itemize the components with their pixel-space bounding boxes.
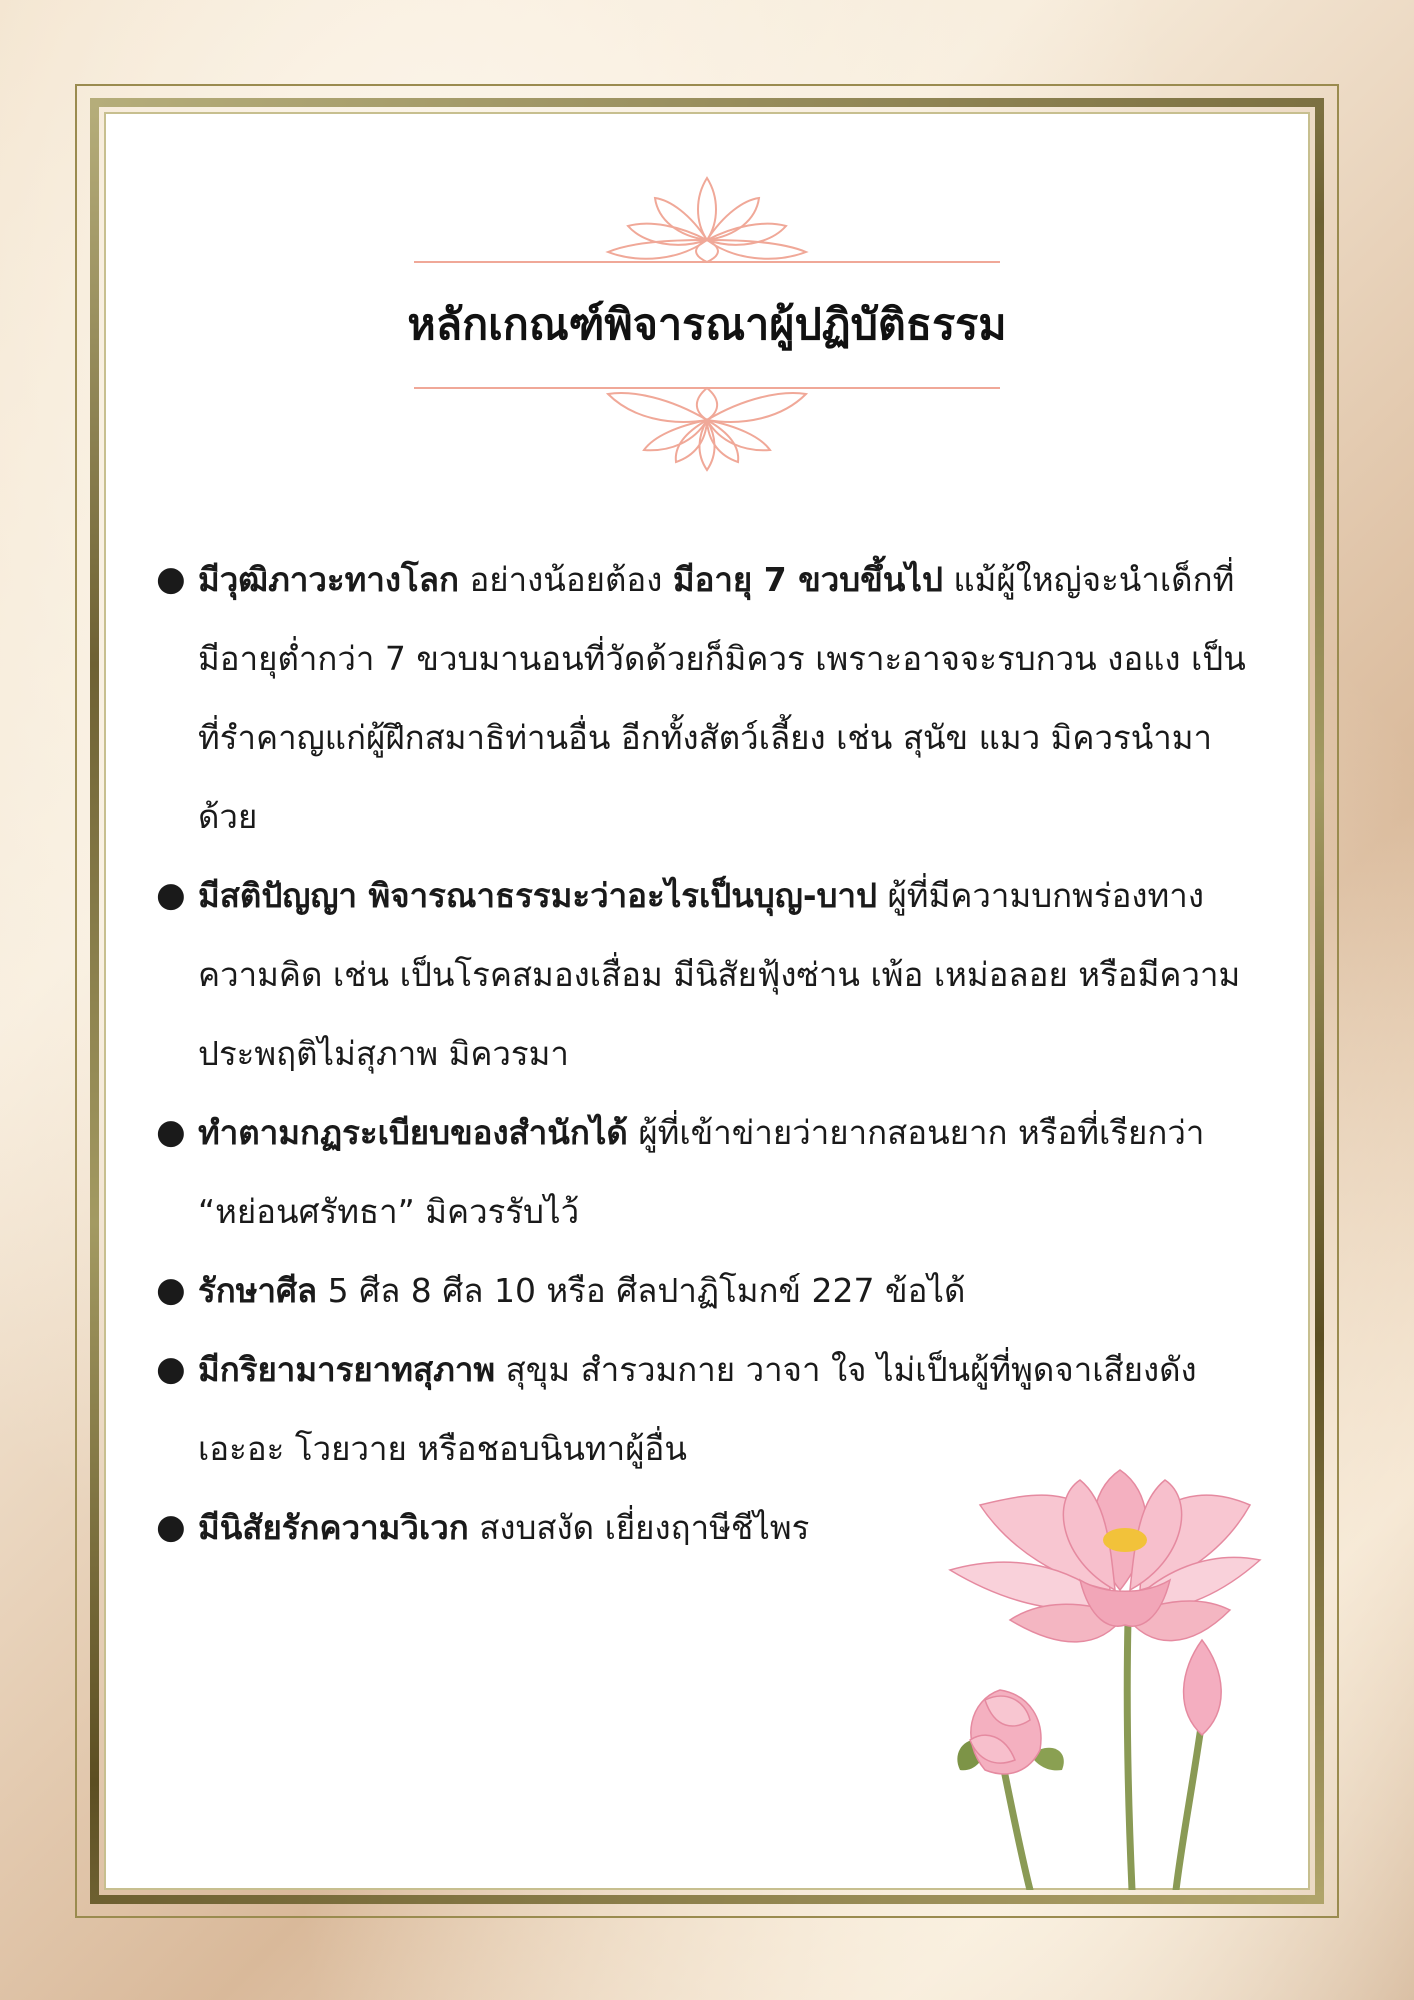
criterion-heading: รักษาศีล <box>198 1271 318 1310</box>
list-item <box>150 1093 1260 1251</box>
bullet-icon: ● <box>156 1112 186 1152</box>
criteria-list <box>150 540 1260 1567</box>
criterion-text: แม้ผู้ใหญ่จะนำเด็กที่มีอายุต่ำกว่า 7 ขวบมานอนที่วัดด้วยก็มิควร เพราะอาจจะรบกวน งอแง เป็นที่รำคาญแก่ผู้ฝึกสมาธิท่านอื่น อีกทั้งสัตว์เลี้ยง เช่น สุนัข แมว มิควรนำมาด้วย <box>198 560 1246 836</box>
list-item <box>150 1251 1260 1330</box>
criterion-text: 5 ศีล 8 ศีล 10 หรือ ศีลปาฏิโมกข์ 227 ข้อได้ <box>317 1271 966 1310</box>
bullet-icon: ● <box>156 875 186 915</box>
bullet-icon: ● <box>156 1270 186 1310</box>
bullet-icon: ● <box>156 1507 186 1547</box>
page-title: หลักเกณฑ์พิจารณาผู้ปฏิบัติธรรม <box>407 300 1007 350</box>
list-item <box>150 856 1260 1093</box>
lotus-ornament-bottom-icon <box>414 370 1000 476</box>
criterion-text: สงบสงัด เยี่ยงฤาษีชีไพร <box>468 1508 810 1547</box>
criterion-heading: มีสติปัญญา พิจารณาธรรมะว่าอะไรเป็นบุญ-บาป <box>198 876 877 915</box>
lotus-flower-icon <box>930 1450 1270 1890</box>
criterion-heading: ทำตามกฏระเบียบของสำนักได้ <box>198 1113 628 1152</box>
criterion-heading: มีกริยามารยาทสุภาพ <box>198 1350 496 1389</box>
bullet-icon: ● <box>156 1349 186 1389</box>
criterion-heading: มีวุฒิภาวะทางโลก <box>198 560 459 599</box>
criterion-text: สุขุม สำรวมกาย วาจา ใจ ไม่เป็นผู้ที่พูดจาเสียงดังเอะอะ โวยวาย หรือชอบนินทาผู้อื่น <box>198 1350 1197 1468</box>
criterion-emphasis: มีอายุ 7 ขวบขึ้นไป <box>672 560 943 599</box>
list-item <box>150 540 1260 856</box>
lotus-ornament-top-icon <box>414 172 1000 272</box>
criterion-text: ผู้ที่เข้าข่ายว่ายากสอนยาก หรือที่เรียกว่า “หย่อนศรัทธา” มิควรรับไว้ <box>198 1113 1205 1231</box>
bullet-icon: ● <box>156 559 186 599</box>
criterion-text: ผู้ที่มีความบกพร่องทางความคิด เช่น เป็นโรคสมองเสื่อม มีนิสัยฟุ้งซ่าน เพ้อ เหม่อลอย หรือมีความประพฤติไม่สุภาพ มิควรมา <box>198 876 1241 1073</box>
criterion-text: อย่างน้อยต้อง <box>458 560 673 599</box>
criterion-heading: มีนิสัยรักความวิเวก <box>198 1508 469 1547</box>
